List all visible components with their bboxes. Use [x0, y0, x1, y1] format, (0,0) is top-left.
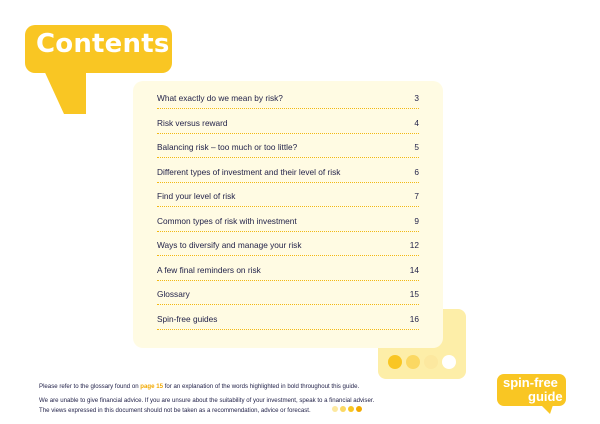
toc-item[interactable]	[157, 109, 419, 134]
logo-text-line2: guide	[528, 389, 563, 404]
toc-item-label: Glossary	[157, 289, 190, 299]
toc-item-page: 14	[409, 264, 419, 275]
toc-item-label: Ways to diversify and manage your risk	[157, 240, 302, 250]
small-decorative-dots	[332, 406, 362, 412]
logo-text-free: free	[534, 375, 558, 390]
toc-item-label: Spin-free guides	[157, 313, 218, 324]
toc-item[interactable]	[157, 183, 419, 208]
toc-item-label: Risk versus reward	[157, 117, 228, 128]
toc-item-label: Balancing risk – too much or too little?	[157, 142, 298, 152]
advice-disclaimer: We are unable to give financial advice. If you are unsure about the suitability of your investment, speak to a financial adviser.	[39, 397, 375, 404]
glossary-note	[39, 383, 359, 390]
toc-item-page: 6	[414, 166, 419, 177]
toc-item-label: Different types of investment and their level of risk	[157, 166, 341, 177]
toc-item-page: 15	[409, 289, 419, 299]
toc-item-label: What exactly do we mean by risk?	[157, 93, 283, 103]
glossary-page-link[interactable]: page 15	[140, 383, 163, 390]
table-of-contents	[157, 85, 419, 330]
toc-item-page: 3	[414, 93, 419, 103]
views-disclaimer: The views expressed in this document should not be taken as a recommendation, advice or forecast.	[39, 407, 311, 414]
toc-item[interactable]	[157, 134, 419, 159]
toc-item-page: 9	[414, 215, 419, 226]
toc-item[interactable]	[157, 158, 419, 183]
decorative-dot	[424, 355, 438, 369]
decorative-dot	[388, 355, 402, 369]
toc-item[interactable]	[157, 305, 419, 330]
toc-item-label: A few final reminders on risk	[157, 264, 261, 275]
glossary-note-text-end: for an explanation of the words highlighted in bold throughout this guide.	[163, 383, 360, 390]
decorative-dot	[442, 355, 456, 369]
toc-item-page: 16	[409, 313, 419, 324]
toc-item-page: 4	[414, 117, 419, 128]
glossary-note-text: Please refer to the glossary found on	[39, 383, 141, 390]
toc-item-label: Find your level of risk	[157, 191, 236, 201]
decorative-dot	[406, 355, 420, 369]
small-decorative-dot	[332, 406, 338, 412]
toc-item-page: 7	[414, 191, 419, 201]
toc-item-page: 12	[409, 240, 419, 250]
page-title: Contents	[36, 29, 170, 59]
small-decorative-dot	[348, 406, 354, 412]
logo-text-line1	[503, 375, 558, 390]
toc-item-label: Common types of risk with investment	[157, 215, 297, 226]
logo-text-spin: spin-	[503, 375, 535, 390]
toc-item[interactable]	[157, 281, 419, 306]
toc-item[interactable]	[157, 207, 419, 232]
small-decorative-dot	[356, 406, 362, 412]
toc-item[interactable]	[157, 232, 419, 257]
toc-item[interactable]	[157, 256, 419, 281]
toc-item[interactable]	[157, 85, 419, 109]
toc-item-page: 5	[414, 142, 419, 152]
decorative-dots	[388, 355, 456, 369]
title-bubble-tail	[42, 66, 86, 114]
small-decorative-dot	[340, 406, 346, 412]
